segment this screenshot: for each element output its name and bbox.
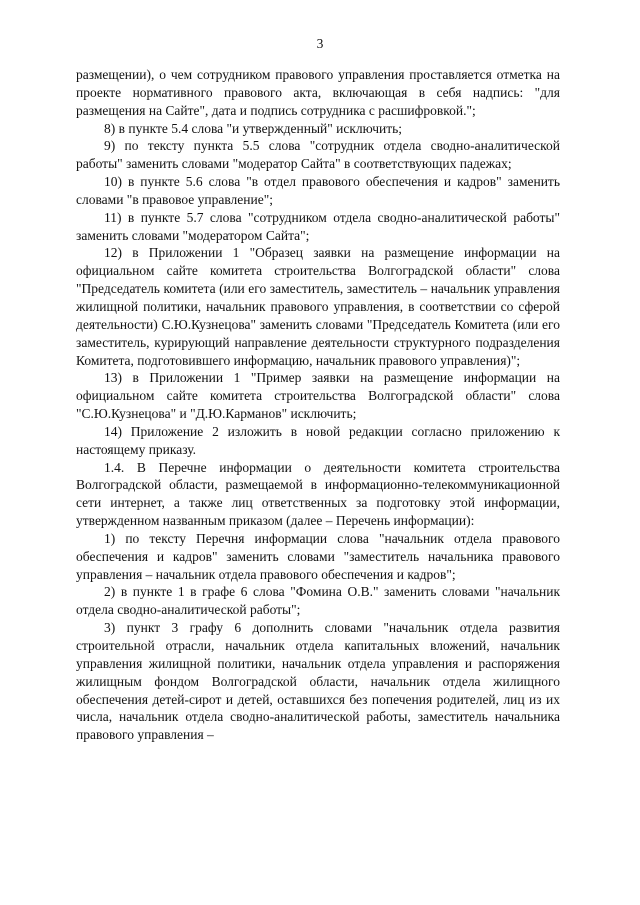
document-body (76, 66, 560, 744)
paragraph: 2) в пункте 1 в графе 6 слова "Фомина О.В." заменить словами "начальник отдела сводно-аналитической работы"; (76, 584, 560, 618)
paragraph: 13) в Приложении 1 "Пример заявки на размещение информации на официальном сайте комитета строительства Волгоградской области" слова "С.Ю.Кузнецова" и "Д.Ю.Карманов" исключить; (76, 370, 560, 422)
paragraph: 12) в Приложении 1 "Образец заявки на размещение информации на официальном сайте комитета строительства Волгоградской области" слова "Председатель комитета (или его заместитель, заместитель – начальник управления жилищной политики, начальник правового управления, в соответствии со сферой деятельности) С.Ю.Кузнецова" заменить словами "Председатель Комитета (или его заместитель, курирующий направление деятельности структурного подразделения Комитета, подготовившего информацию, начальник правового управления)"; (76, 245, 560, 368)
paragraph: 14) Приложение 2 изложить в новой редакции согласно приложению к настоящему приказу. (76, 423, 560, 457)
paragraph: 8) в пункте 5.4 слова "и утвержденный" исключить; (104, 120, 403, 136)
paragraph: 1) по тексту Перечня информации слова "начальник отдела правового обеспечения и кадров" заменить словами "заместитель начальника правового управления – начальник отдела правового обеспечения и кадров"; (76, 530, 560, 582)
paragraph: 1.4. В Перечне информации о деятельности комитета строительства Волгоградской области, размещаемой в информационно-телекоммуникационной сети интернет, а также лиц ответственных за подготовку этой информации, утвержденном названным приказом (далее – Перечень информации): (76, 459, 560, 529)
paragraph: 10) в пункте 5.6 слова "в отдел правового обеспечения и кадров" заменить словами "в правовое управление"; (76, 174, 560, 207)
paragraph: 9) по тексту пункта 5.5 слова "сотрудник отдела сводно-аналитической работы" заменить словами "модератор Сайта" в соответствующих падежах; (76, 138, 560, 172)
paragraph: 11) в пункте 5.7 слова "сотрудником отдела сводно-аналитической работы" заменить словами "модератором Сайта"; (76, 209, 560, 243)
paragraph: 3) пункт 3 графу 6 дополнить словами "начальник отдела развития строительной отрасли, начальник отдела капитальных вложений, начальник управления жилищной политики, начальник отдела управления и распоряжения жилищным фондом Волгоградской области, начальник отдела жилищного обеспечения детей-сирот и детей, оставшихся без попечения родителей, лиц из их числа, начальник отдела сводно-аналитической работы, заместитель начальника правового управления – (76, 620, 560, 743)
page-number: 3 (316, 36, 324, 51)
paragraph: размещении), о чем сотрудником правового управления проставляется отметка на проекте нормативного правового акта, включающая в себя надпись: "для размещения на Сайте", дата и подпись сотрудника с расшифровкой."; (76, 67, 560, 118)
